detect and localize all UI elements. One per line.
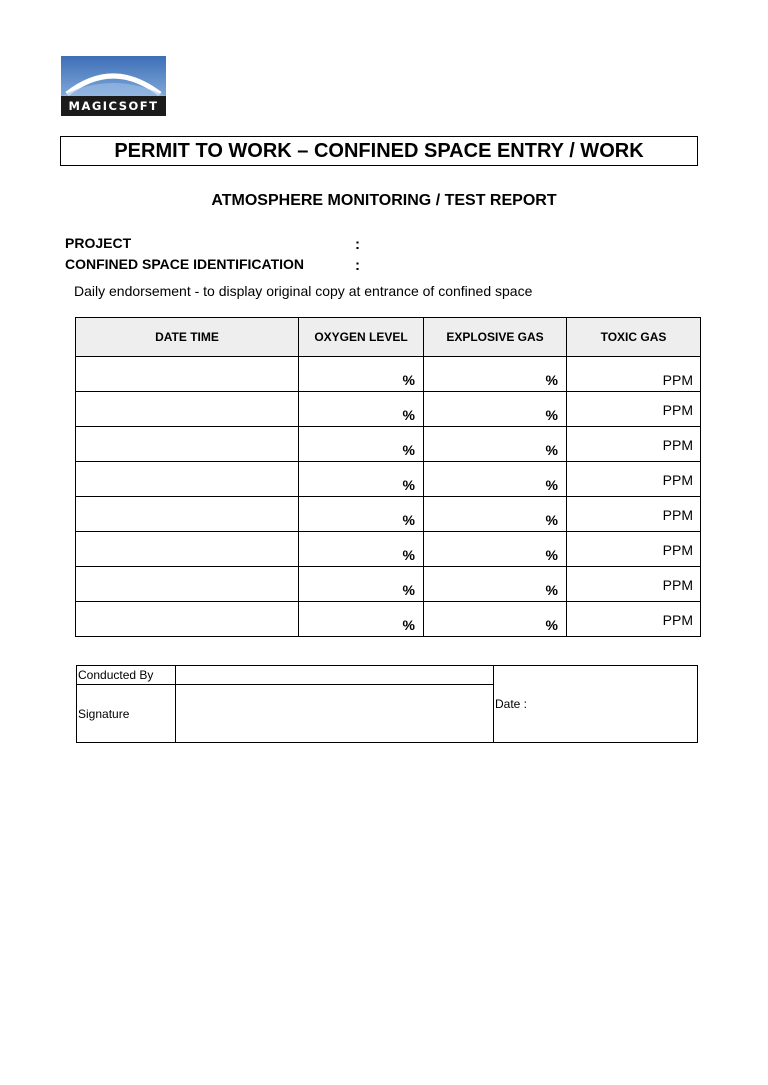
explosive-unit: % bbox=[545, 512, 558, 528]
signature-field[interactable] bbox=[176, 685, 494, 743]
explosive-unit: % bbox=[545, 617, 558, 633]
oxygen-unit: % bbox=[402, 617, 415, 633]
toxic-gas-cell[interactable] bbox=[567, 462, 701, 497]
conducted-by-label: Conducted By bbox=[77, 666, 176, 685]
header-date-time: DATE TIME bbox=[76, 318, 299, 357]
toxic-unit: PPM bbox=[662, 437, 693, 453]
table-row bbox=[76, 497, 701, 532]
toxic-gas-cell[interactable] bbox=[567, 392, 701, 427]
table-header-row bbox=[76, 318, 701, 357]
logo-arc-graphic bbox=[61, 56, 166, 96]
report-subtitle: ATMOSPHERE MONITORING / TEST REPORT bbox=[211, 192, 557, 209]
toxic-unit: PPM bbox=[662, 472, 693, 488]
project-colon: : bbox=[355, 236, 360, 253]
explosive-unit: % bbox=[545, 372, 558, 388]
header-toxic-gas: TOXIC GAS bbox=[567, 318, 701, 357]
toxic-unit: PPM bbox=[662, 577, 693, 593]
toxic-gas-cell[interactable] bbox=[567, 497, 701, 532]
explosive-gas-cell[interactable] bbox=[424, 357, 567, 392]
conducted-by-field[interactable] bbox=[176, 666, 494, 685]
toxic-unit: PPM bbox=[662, 372, 693, 388]
date-time-cell[interactable] bbox=[76, 392, 299, 427]
date-field[interactable] bbox=[494, 666, 698, 743]
date-time-cell[interactable] bbox=[76, 497, 299, 532]
table-row bbox=[76, 462, 701, 497]
oxygen-level-cell[interactable] bbox=[299, 392, 424, 427]
explosive-gas-cell[interactable] bbox=[424, 497, 567, 532]
toxic-unit: PPM bbox=[662, 402, 693, 418]
confined-space-id-colon: : bbox=[355, 257, 360, 274]
explosive-gas-cell[interactable] bbox=[424, 567, 567, 602]
header-oxygen-level: OXYGEN LEVEL bbox=[299, 318, 424, 357]
explosive-unit: % bbox=[545, 407, 558, 423]
date-time-cell[interactable] bbox=[76, 532, 299, 567]
date-time-cell[interactable] bbox=[76, 567, 299, 602]
table-row bbox=[76, 532, 701, 567]
explosive-gas-cell[interactable] bbox=[424, 532, 567, 567]
logo-wordmark: MAGICSOFT bbox=[61, 96, 166, 116]
project-label: PROJECT bbox=[65, 235, 132, 251]
table-row bbox=[76, 357, 701, 392]
atmosphere-readings-table bbox=[75, 317, 701, 637]
toxic-unit: PPM bbox=[662, 612, 693, 628]
toxic-unit: PPM bbox=[662, 542, 693, 558]
endorsement-note: Daily endorsement - to display original copy at entrance of confined space bbox=[74, 283, 533, 299]
explosive-unit: % bbox=[545, 477, 558, 493]
confined-space-id-label: CONFINED SPACE IDENTIFICATION bbox=[65, 256, 305, 272]
date-time-cell[interactable] bbox=[76, 462, 299, 497]
oxygen-unit: % bbox=[402, 477, 415, 493]
oxygen-unit: % bbox=[402, 582, 415, 598]
explosive-unit: % bbox=[545, 582, 558, 598]
company-logo bbox=[61, 56, 166, 116]
header-explosive-gas: EXPLOSIVE GAS bbox=[424, 318, 567, 357]
table-row bbox=[76, 602, 701, 637]
table-row bbox=[76, 567, 701, 602]
table-row bbox=[76, 392, 701, 427]
oxygen-unit: % bbox=[402, 442, 415, 458]
oxygen-level-cell[interactable] bbox=[299, 567, 424, 602]
oxygen-level-cell[interactable] bbox=[299, 602, 424, 637]
date-label: Date : bbox=[495, 697, 528, 711]
explosive-gas-cell[interactable] bbox=[424, 427, 567, 462]
date-time-cell[interactable] bbox=[76, 427, 299, 462]
toxic-gas-cell[interactable] bbox=[567, 567, 701, 602]
explosive-gas-cell[interactable] bbox=[424, 602, 567, 637]
toxic-gas-cell[interactable] bbox=[567, 427, 701, 462]
oxygen-unit: % bbox=[402, 547, 415, 563]
oxygen-level-cell[interactable] bbox=[299, 462, 424, 497]
date-time-cell[interactable] bbox=[76, 357, 299, 392]
oxygen-unit: % bbox=[402, 372, 415, 388]
oxygen-level-cell[interactable] bbox=[299, 427, 424, 462]
toxic-unit: PPM bbox=[662, 507, 693, 523]
toxic-gas-cell[interactable] bbox=[567, 357, 701, 392]
explosive-gas-cell[interactable] bbox=[424, 392, 567, 427]
explosive-unit: % bbox=[545, 442, 558, 458]
oxygen-unit: % bbox=[402, 407, 415, 423]
date-time-cell[interactable] bbox=[76, 602, 299, 637]
oxygen-unit: % bbox=[402, 512, 415, 528]
explosive-gas-cell[interactable] bbox=[424, 462, 567, 497]
toxic-gas-cell[interactable] bbox=[567, 532, 701, 567]
table-row bbox=[76, 427, 701, 462]
oxygen-level-cell[interactable] bbox=[299, 357, 424, 392]
toxic-gas-cell[interactable] bbox=[567, 602, 701, 637]
conducted-by-row bbox=[77, 666, 698, 685]
signoff-table bbox=[76, 665, 698, 743]
explosive-unit: % bbox=[545, 547, 558, 563]
signature-label: Signature bbox=[77, 685, 176, 743]
oxygen-level-cell[interactable] bbox=[299, 532, 424, 567]
oxygen-level-cell[interactable] bbox=[299, 497, 424, 532]
form-title: PERMIT TO WORK – CONFINED SPACE ENTRY / WORK bbox=[60, 136, 698, 166]
